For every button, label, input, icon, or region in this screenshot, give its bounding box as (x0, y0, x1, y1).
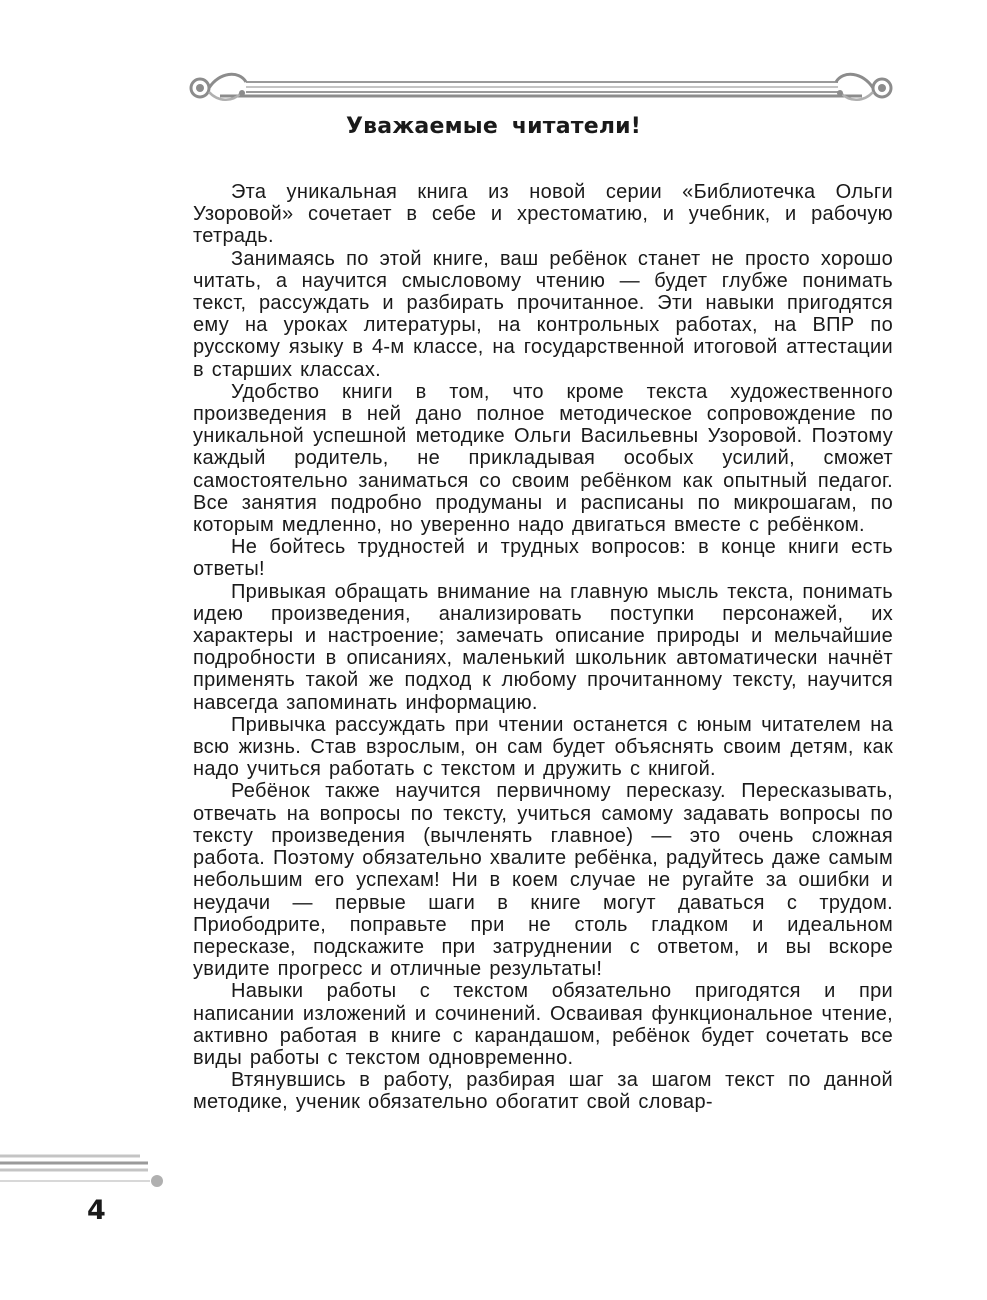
paragraph-6: Привычка рассуждать при чтении останется с юным читателем на всю жизнь. Став взрослым, он сам будет объяснять своим детям, как надо учиться работать с текстом и дружить с книгой. (193, 713, 893, 781)
body-text (193, 181, 893, 1114)
paragraph-3: Удобство книги в том, что кроме текста художественного произведения в ней дано полное методическое сопровождение по уникальной успешной методике Ольги Васильевны Узоровой. Поэтому каждый родитель, не прикладывая особых усилий, сможет самостоятельно заниматься со своим ребёнком как опытный педагог. Все занятия подробно продуманы и расписаны по микрошагам, по которым медленно, но уверенно надо двигаться вместе с ребёнком. (193, 380, 893, 537)
paragraph-4: Не бойтесь трудностей и трудных вопросов: в конце книги есть ответы! (193, 536, 893, 581)
paragraph-7: Ребёнок также научится первичному пересказу. Пересказывать, отвечать на вопросы по тексту, учиться самому задавать вопросы по тексту произведения (вычленять главное) — это очень сложная работа. Поэтому обязательно хвалите ребёнка, радуйтесь даже самым небольшим его успехам! Ни в коем случае не ругайте за ошибки и неудачи — первые шаги в книге могут даваться с трудом. Приободрите, поправьте при не столь гладком и идеальном пересказе, подскажите при затруднении с ответом, и вы вскоре увидите прогресс и отличные результаты! (193, 780, 893, 981)
footer-ornament (0, 1150, 170, 1190)
paragraph-2: Занимаясь по этой книге, ваш ребёнок станет не просто хорошо читать, а научится смысловому чтению — будет глубже понимать текст, рассуждать и разбирать прочитанное. Эти навыки пригодятся ему на уроках литературы, на контрольных работах, на ВПР по русскому языку в 4-м классе, на государственной итоговой аттестации в старших классах. (193, 247, 893, 381)
paragraph-9: Втянувшись в работу, разбирая шаг за шагом текст по данной методике, ученик обязательно обогатит свой словар- (193, 1069, 893, 1114)
page-heading: Уважаемые читатели! (346, 114, 641, 139)
paragraph-1: Эта уникальная книга из новой серии «Библиотечка Ольги Узоровой» сочетает в себе и хрестоматию, и учебник, и рабочую тетрадь. (193, 181, 893, 248)
paragraph-8: Навыки работы с текстом обязательно пригодятся и при написании изложений и сочинений. Осваивая функциональное чтение, активно работая в книге с карандашом, ребёнок будет сочетать все виды работы с текстом одновременно. (193, 980, 893, 1069)
page-number: 4 (87, 1195, 106, 1226)
top-ornament (184, 62, 898, 114)
paragraph-5: Привыкая обращать внимание на главную мысль текста, понимать идею произведения, анализировать поступки персонажей, их характеры и настроение; замечать описание природы и мельчайшие подробности в описаниях, маленький школьник автоматически начнёт применять такой же подход к любому прочитанному тексту, научится навсегда запоминать информацию. (193, 580, 893, 714)
